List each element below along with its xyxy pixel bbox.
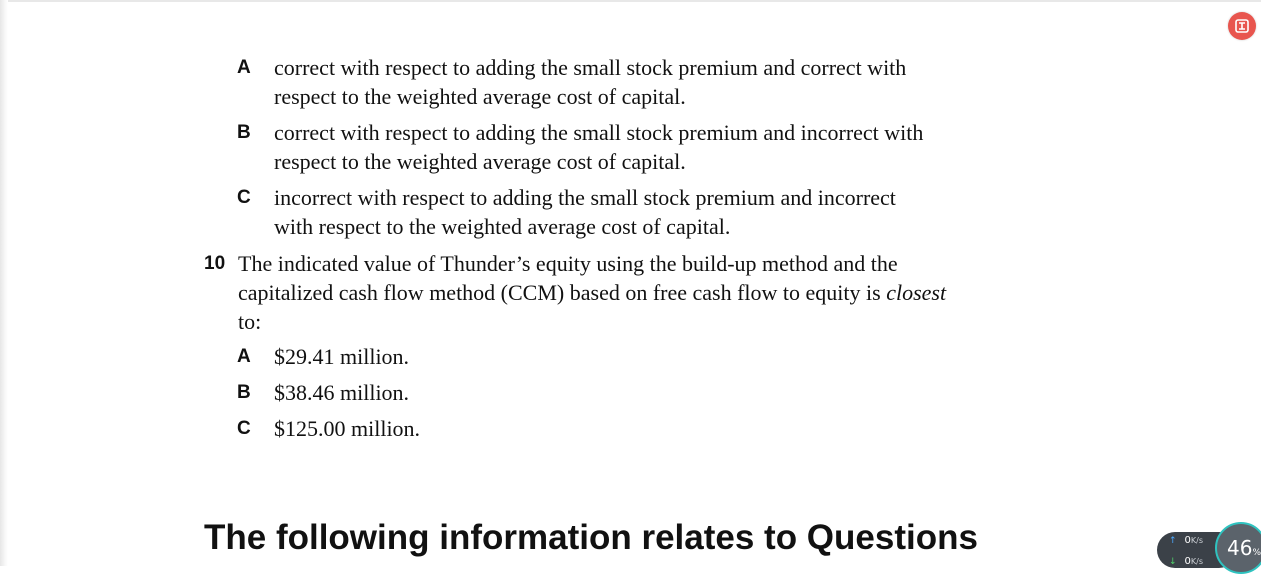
translate-glyph: [1234, 18, 1250, 34]
option-text-line1: incorrect with respect to adding the small stock premium and incorrect: [274, 185, 896, 210]
question-number: 10: [204, 253, 226, 274]
document-page: [8, 0, 1261, 566]
network-speed-widget[interactable]: [1157, 530, 1261, 566]
option-text-line1: correct with respect to adding the small stock premium and incorrect with: [274, 120, 924, 145]
question-stem-line1: The indicated value of Thunder’s equity using the build-up method and the: [238, 251, 898, 276]
upload-speed: [1169, 535, 1203, 546]
download-value: 0: [1184, 556, 1191, 567]
question-stem-line2-text: capitalized cash flow method (CCM) based on free cash flow to equity is: [238, 280, 887, 305]
question-stem-emphasis: closest: [886, 280, 947, 305]
option-letter: A: [237, 57, 251, 78]
option-text: $38.46 million.: [274, 380, 410, 405]
section-heading: The following information relates to Questions: [204, 518, 978, 557]
download-unit: K/s: [1190, 557, 1204, 566]
usage-percent: [1227, 536, 1261, 560]
option-letter: A: [237, 346, 251, 367]
question-stem-line2: [238, 278, 946, 307]
upload-unit: K/s: [1190, 536, 1204, 545]
usage-gauge[interactable]: [1215, 522, 1261, 574]
download-arrow-icon: ↓: [1169, 557, 1177, 567]
option-text-line1: correct with respect to adding the small stock premium and correct with: [274, 55, 907, 80]
option-text: $125.00 million.: [274, 416, 421, 441]
upload-value: 0: [1184, 535, 1191, 546]
option-letter: B: [237, 122, 251, 143]
usage-percent-value: 46: [1227, 536, 1253, 560]
option-letter: C: [237, 187, 251, 208]
upload-arrow-icon: ↑: [1169, 536, 1177, 546]
option-letter: C: [237, 418, 251, 439]
translate-icon[interactable]: [1228, 12, 1256, 40]
option-text: $29.41 million.: [274, 344, 410, 369]
page-shadow: [0, 0, 8, 566]
option-text-line2: with respect to the weighted average cost of capital.: [274, 214, 731, 239]
option-text-line2: respect to the weighted average cost of capital.: [274, 149, 686, 174]
download-speed: [1169, 556, 1203, 567]
option-letter: B: [237, 382, 251, 403]
option-text-line2: respect to the weighted average cost of capital.: [274, 84, 686, 109]
usage-percent-suffix: %: [1252, 548, 1261, 558]
question-stem-line3: to:: [238, 309, 262, 334]
